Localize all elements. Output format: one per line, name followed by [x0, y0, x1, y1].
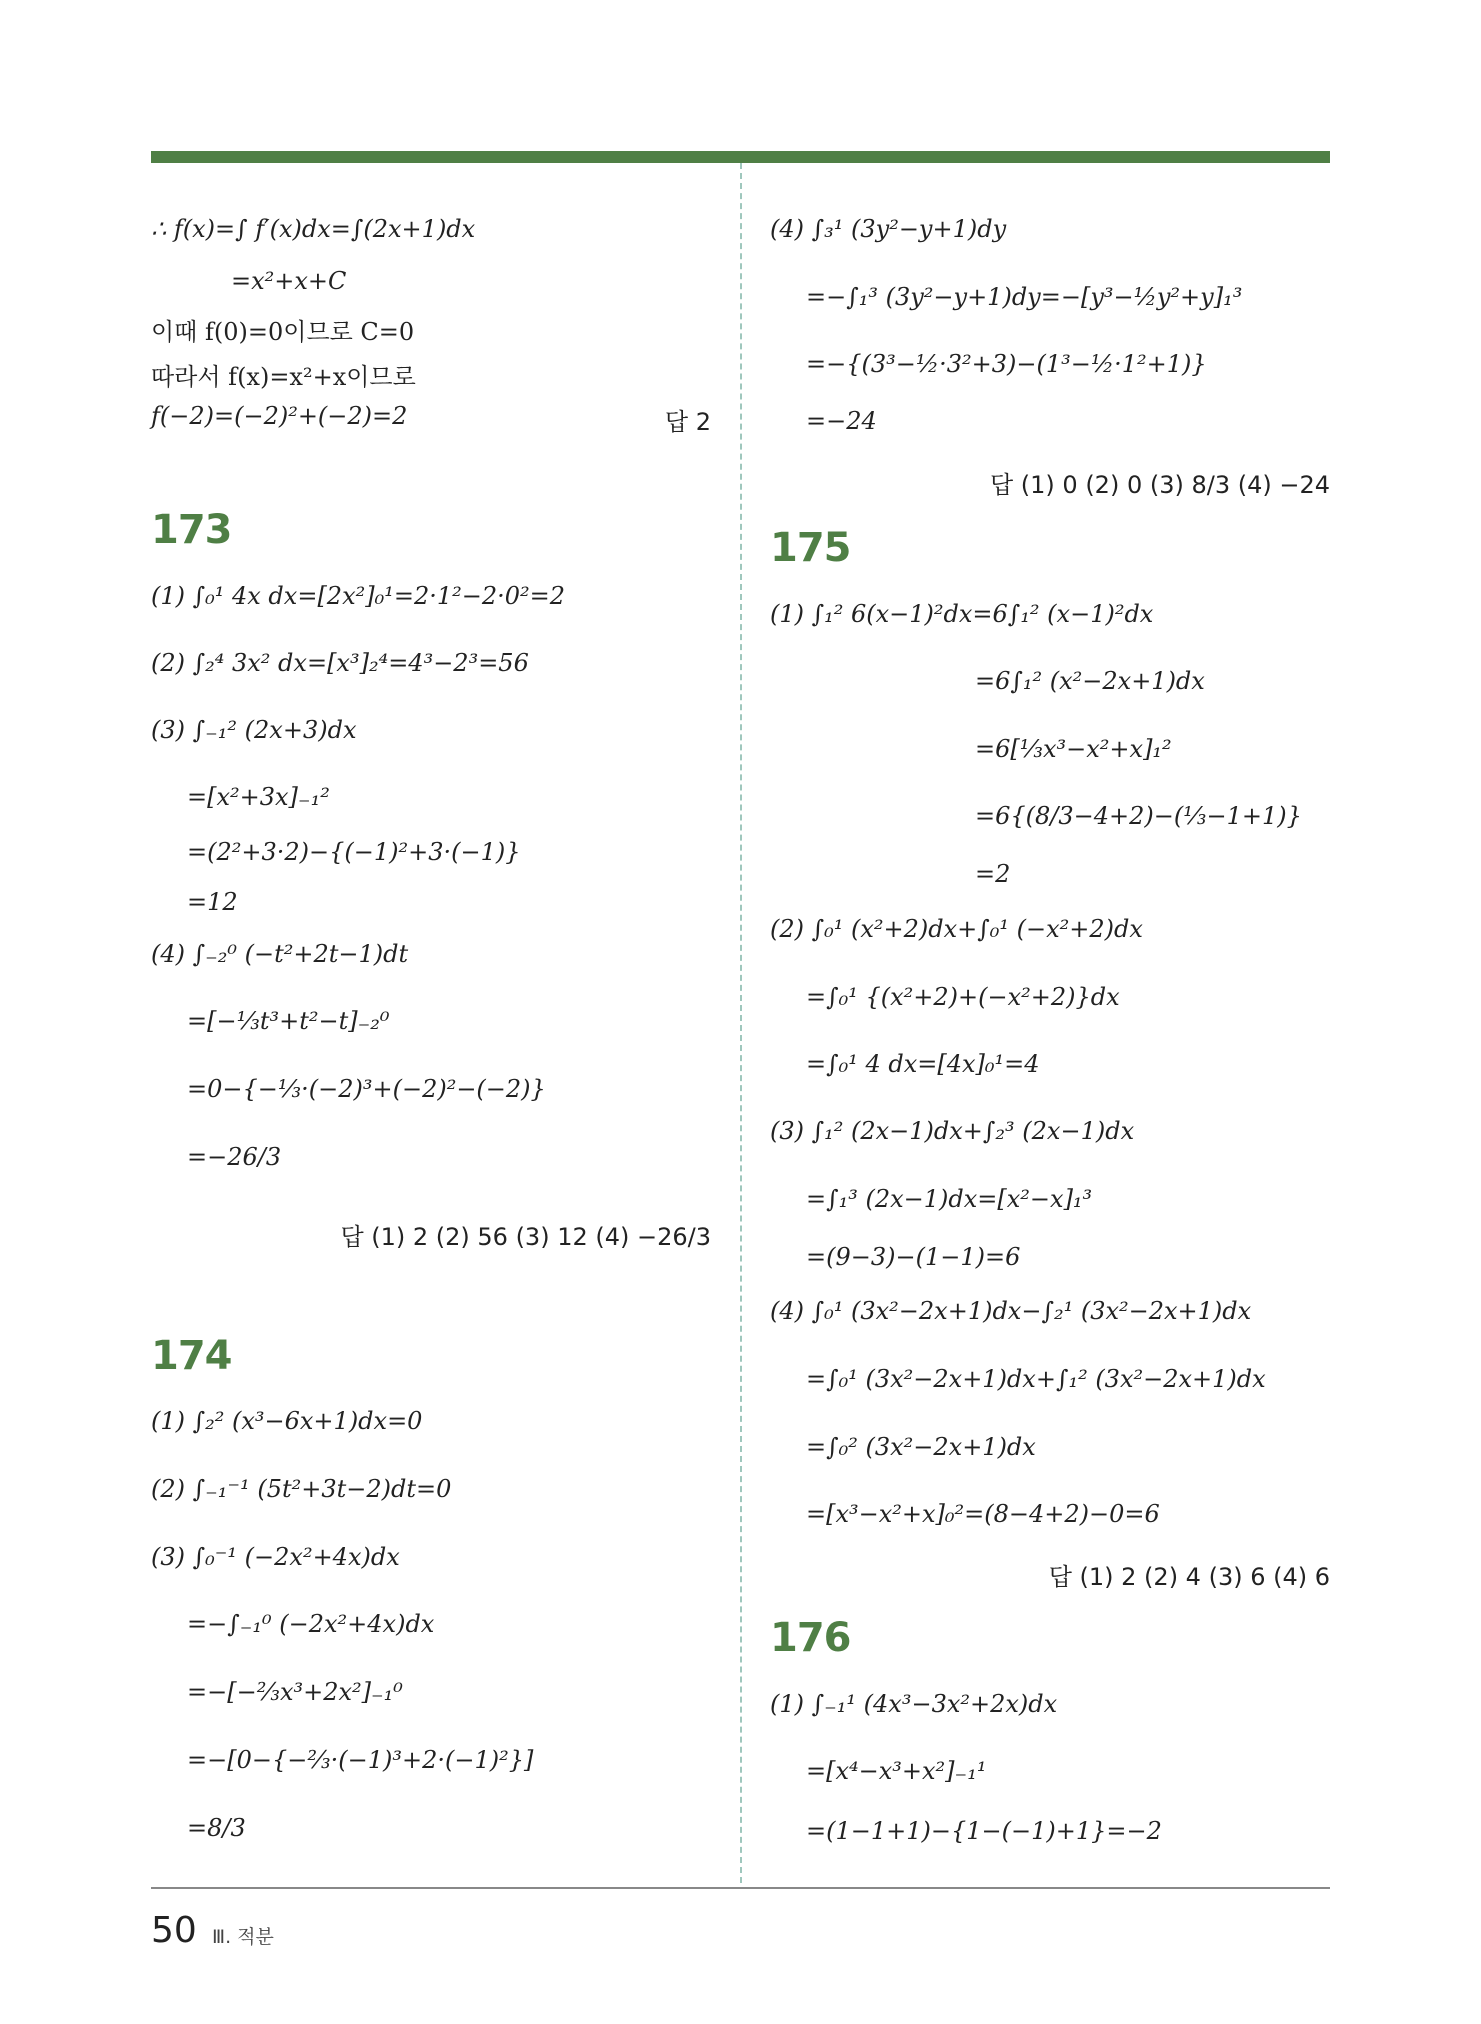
math-line: (2) ∫₀¹ (x²+2)dx+∫₀¹ (−x²+2)dx	[770, 915, 1143, 943]
math-line: =(1−1+1)−{1−(−1)+1}=−2	[806, 1817, 1162, 1845]
math-line: (1) ∫₀¹ 4x dx=[2x²]₀¹=2·1²−2·0²=2	[151, 582, 566, 610]
math-line: =[x²+3x]₋₁²	[187, 783, 330, 811]
math-line: (4) ∫₋₂⁰ (−t²+2t−1)dt	[151, 940, 409, 968]
math-line: (1) ∫₂² (x³−6x+1)dx=0	[151, 1407, 423, 1435]
math-line: =−∫₁³ (3y²−y+1)dy=−[y³−½y²+y]₁³	[806, 283, 1243, 311]
math-line: =[x³−x²+x]₀²=(8−4+2)−0=6	[806, 1500, 1160, 1528]
math-line: (3) ∫₁² (2x−1)dx+∫₂³ (2x−1)dx	[770, 1117, 1135, 1145]
math-line: =∫₀² (3x²−2x+1)dx	[806, 1433, 1036, 1461]
math-line: =[−⅓t³+t²−t]₋₂⁰	[187, 1007, 390, 1035]
math-line: ∴ f(x)=∫ f′(x)dx=∫(2x+1)dx	[151, 215, 476, 243]
math-line: (1) ∫₋₁¹ (4x³−3x²+2x)dx	[770, 1690, 1058, 1718]
math-line: =−24	[806, 407, 877, 435]
math-line: =2	[975, 860, 1011, 888]
math-line: =−{(3³−½·3²+3)−(1³−½·1²+1)}	[806, 350, 1207, 378]
problem-number-175: 175	[770, 525, 851, 571]
math-line: (3) ∫₀⁻¹ (−2x²+4x)dx	[151, 1543, 400, 1571]
math-line: (4) ∫₀¹ (3x²−2x+1)dx−∫₂¹ (3x²−2x+1)dx	[770, 1297, 1252, 1325]
math-line: 따라서 f(x)=x²+x이므로	[151, 363, 416, 391]
problem-number-176: 176	[770, 1615, 851, 1661]
math-line: =∫₀¹ (3x²−2x+1)dx+∫₁² (3x²−2x+1)dx	[806, 1365, 1266, 1393]
math-line: (2) ∫₋₁⁻¹ (5t²+3t−2)dt=0	[151, 1475, 452, 1503]
math-line: =x²+x+C	[231, 267, 347, 295]
column-divider	[740, 163, 742, 1883]
math-line: (2) ∫₂⁴ 3x² dx=[x³]₂⁴=4³−2³=56	[151, 649, 529, 677]
math-line: (1) ∫₁² 6(x−1)²dx=6∫₁² (x−1)²dx	[770, 600, 1154, 628]
answer-line: 답 (1) 0 (2) 0 (3) 8/3 (4) −24	[989, 471, 1330, 499]
math-line: =6[⅓x³−x²+x]₁²	[975, 735, 1172, 763]
math-line: =8/3	[187, 1814, 246, 1842]
top-accent-bar	[151, 151, 1330, 163]
math-line: =6∫₁² (x²−2x+1)dx	[975, 667, 1205, 695]
math-line: =6{(8/3−4+2)−(⅓−1+1)}	[975, 802, 1302, 830]
math-line: =−26/3	[187, 1143, 282, 1171]
footer-rule	[151, 1887, 1330, 1889]
math-line: =0−{−⅓·(−2)³+(−2)²−(−2)}	[187, 1075, 546, 1103]
math-line: =−∫₋₁⁰ (−2x²+4x)dx	[187, 1610, 435, 1638]
math-line: 이때 f(0)=0이므로 C=0	[151, 318, 415, 346]
problem-number-173: 173	[151, 507, 232, 553]
math-line: =(2²+3·2)−{(−1)²+3·(−1)}	[187, 838, 521, 866]
math-line: =−[−⅔x³+2x²]₋₁⁰	[187, 1678, 403, 1706]
math-line: =∫₀¹ {(x²+2)+(−x²+2)}dx	[806, 983, 1120, 1011]
answer-line: 답 (1) 2 (2) 4 (3) 6 (4) 6	[1048, 1563, 1330, 1591]
section-title: Ⅲ. 적분	[212, 1926, 274, 1948]
problem-number-174: 174	[151, 1333, 232, 1379]
math-line: =∫₀¹ 4 dx=[4x]₀¹=4	[806, 1050, 1040, 1078]
math-line: =12	[187, 888, 238, 916]
page-number: 50	[151, 1910, 197, 1951]
answer-line: 답 (1) 2 (2) 56 (3) 12 (4) −26/3	[340, 1223, 711, 1251]
math-line: =−[0−{−⅔·(−1)³+2·(−1)²}]	[187, 1746, 534, 1774]
math-line: f(−2)=(−2)²+(−2)=2	[151, 402, 408, 430]
math-line: =[x⁴−x³+x²]₋₁¹	[806, 1757, 987, 1785]
math-line: =(9−3)−(1−1)=6	[806, 1243, 1021, 1271]
answer-line: 답 2	[664, 408, 711, 436]
math-line: (4) ∫₃¹ (3y²−y+1)dy	[770, 215, 1007, 243]
math-line: (3) ∫₋₁² (2x+3)dx	[151, 716, 357, 744]
math-line: =∫₁³ (2x−1)dx=[x²−x]₁³	[806, 1185, 1093, 1213]
